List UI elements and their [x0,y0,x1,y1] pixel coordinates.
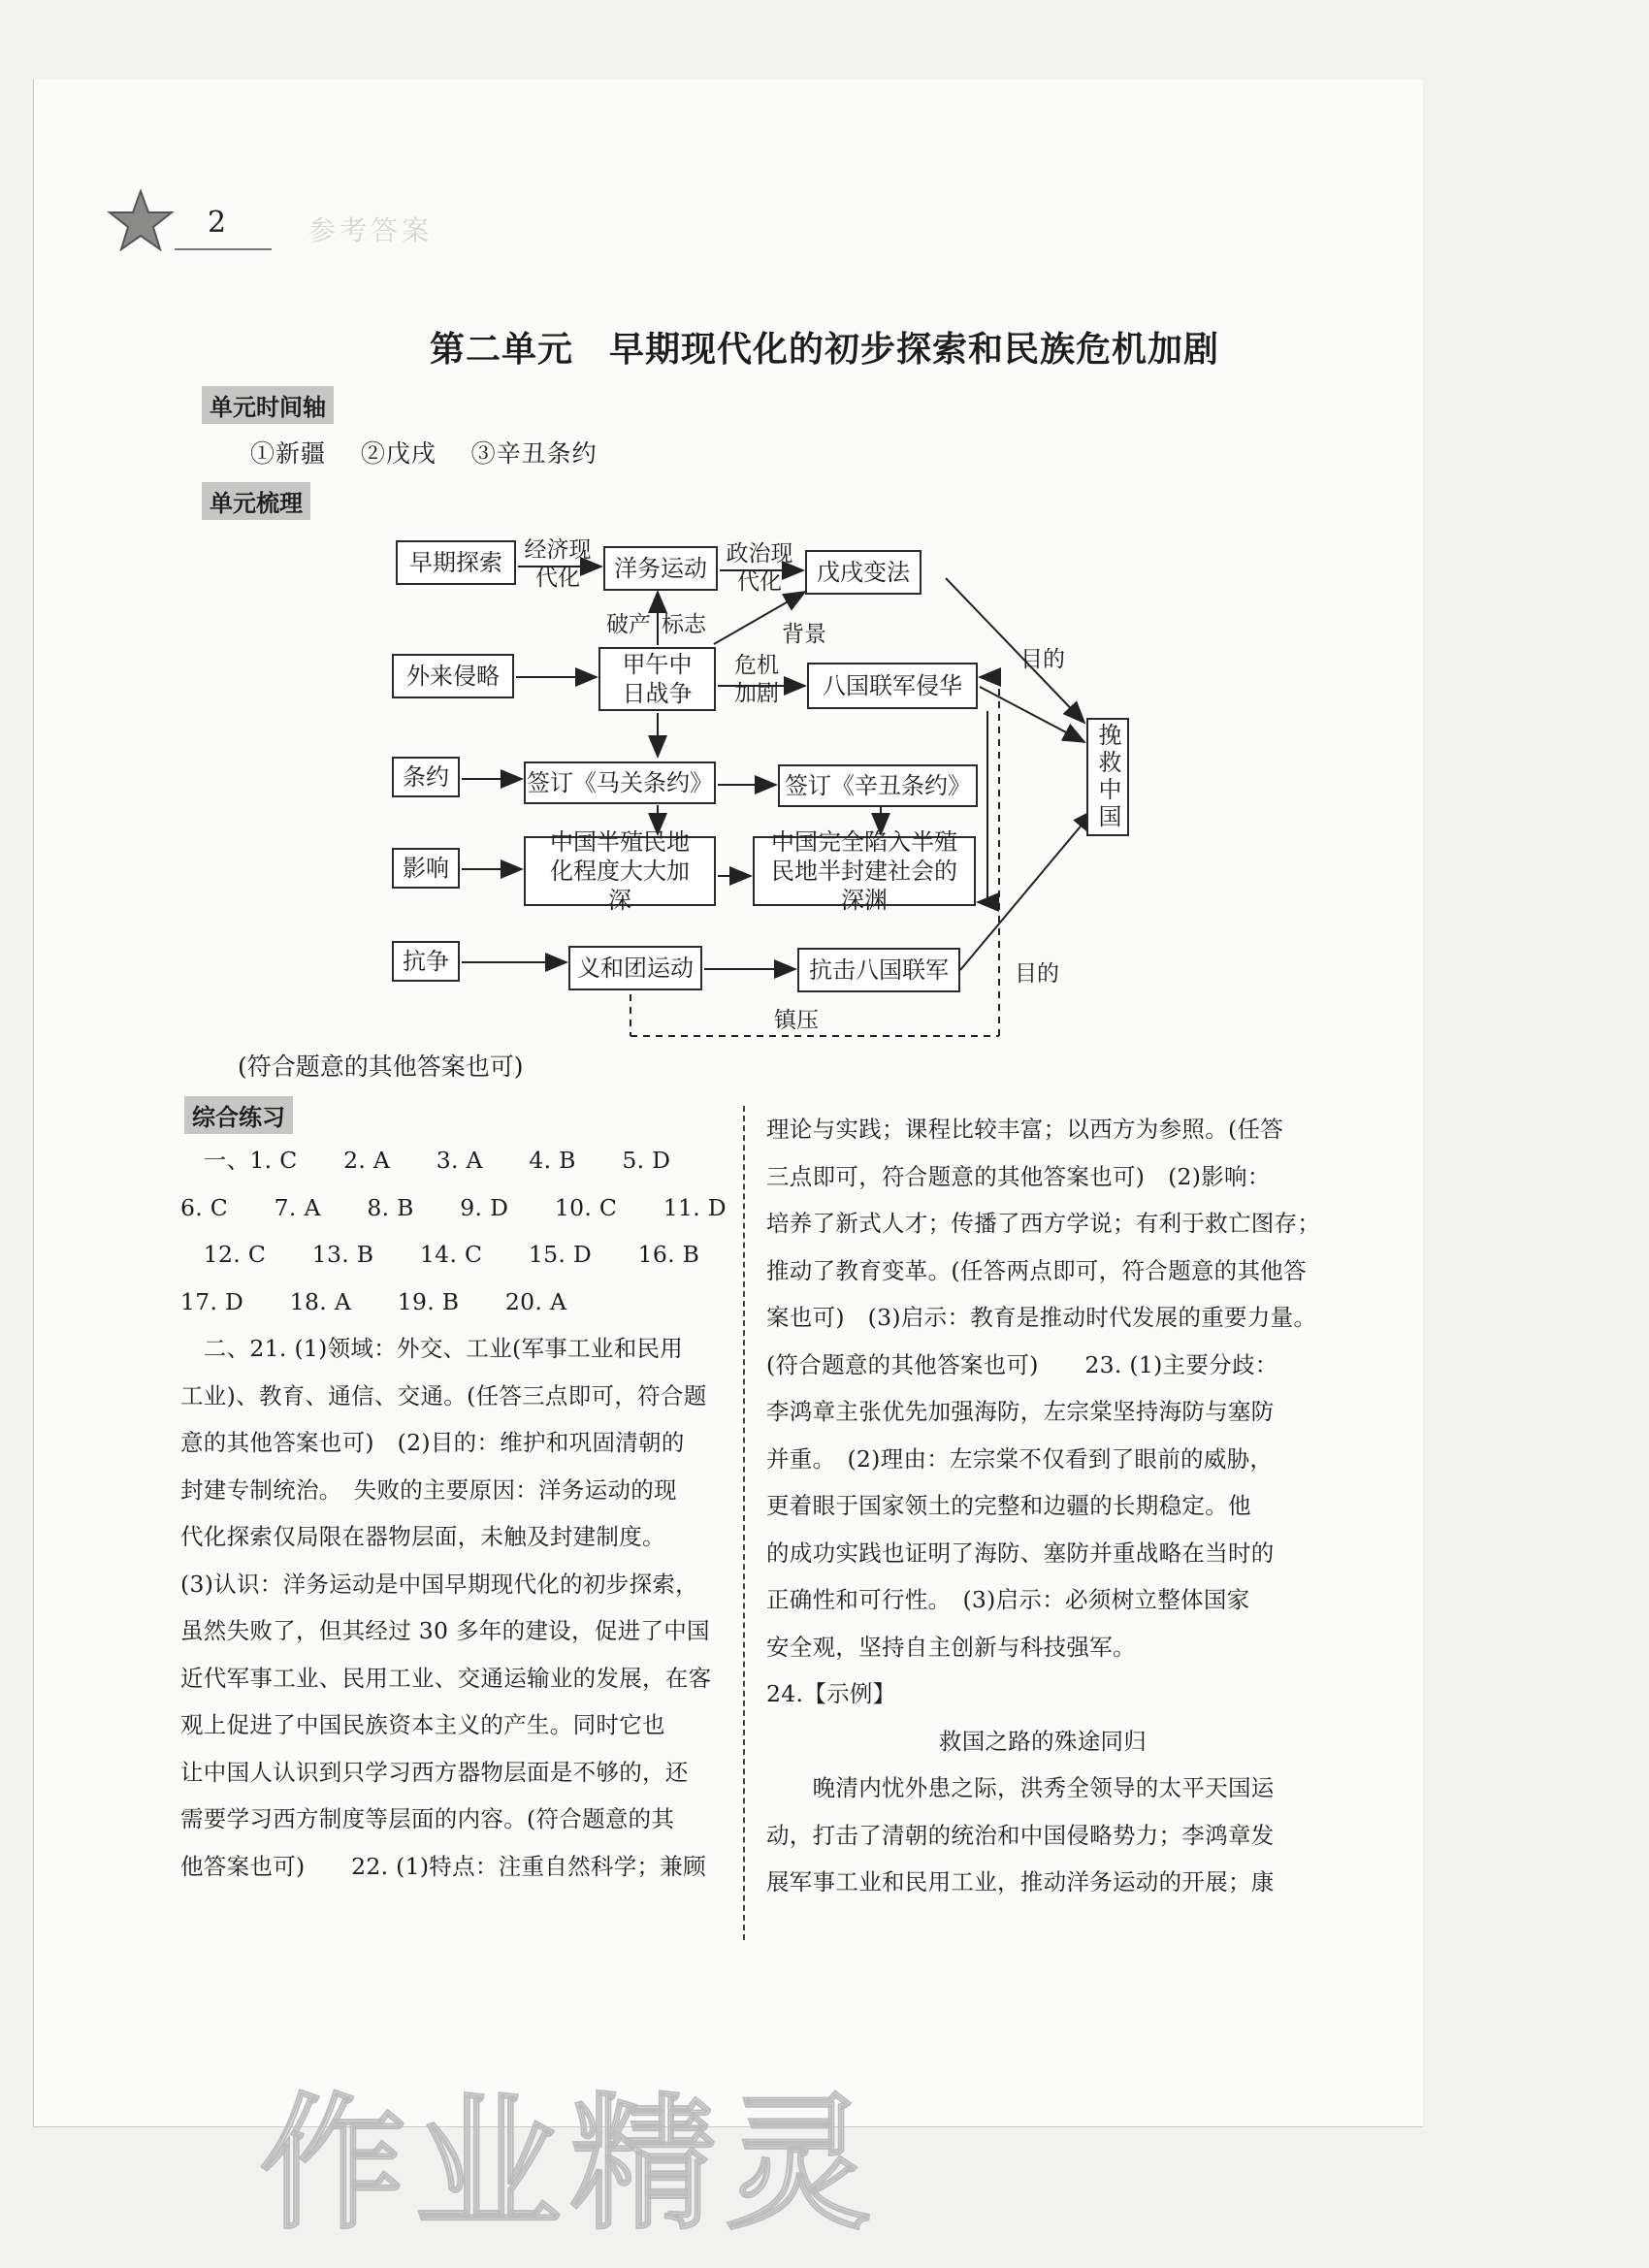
edge-label-purpose-upper: 目的 [1020,647,1065,672]
box-early-exploration: 早期探索 [396,540,516,585]
text-line: 近代军事工业、民用工业、交通运输业的发展，在客 [180,1664,712,1692]
text-line: 案也可) (3)启示：教育是推动时代发展的重要力量。 [766,1304,1317,1331]
box-save-china: 挽救中国 [1086,718,1129,836]
text-line: 需要学习西方制度等层面的内容。(符合题意的其 [180,1805,675,1832]
edge-label-crisis: 危机加剧 [734,653,779,706]
text-line: 12. C 13. B 14. C 15. D 16. B [180,1241,700,1268]
text-line: 他答案也可) 22. (1)特点：注重自然科学；兼顾 [180,1852,706,1880]
edge-label-background: 背景 [782,622,826,647]
text-line: 封建专制统治。 失败的主要原因：洋务运动的现 [180,1475,677,1504]
column-divider [743,1106,745,1940]
essay-title: 救国之路的殊途同归 [938,1727,1148,1755]
text-line: 并重。 (2)理由：左宗棠不仅看到了眼前的威胁， [766,1444,1274,1473]
text-line: 三点即可，符合题意的其他答案也可) (2)影响： [766,1162,1271,1190]
exercise-label: 综合练习 [184,1096,293,1134]
text-line: 让中国人认识到只学习西方器物层面是不够的，还 [180,1758,689,1786]
edge-label-bankrupt: 破产 [606,612,651,637]
box-struggle: 抗争 [392,941,460,982]
header-faint-text: 参考答案 [308,214,434,246]
timeline-item: ②戊戌 [360,439,436,468]
timeline-label: 单元时间轴 [202,386,334,424]
box-eight-nation-invasion: 八国联军侵华 [807,663,978,709]
box-boxer-movement: 义和团运动 [568,946,702,990]
box-shimonoseki-treaty: 签订《马关条约》 [524,761,716,804]
text-line: (3)认识：洋务运动是中国早期现代化的初步探索， [180,1570,698,1598]
text-line: 观上促进了中国民族资本主义的产生。同时它也 [180,1711,665,1738]
diagram-note: (符合题意的其他答案也可) [238,1053,524,1081]
text-line: 虽然失败了，但其经过 30 多年的建设，促进了中国 [180,1617,710,1644]
review-label: 单元梳理 [202,482,310,520]
edge-label-economic: 经济现代化 [524,537,592,591]
box-foreign-invasion: 外来侵略 [392,654,514,698]
edge-label-purpose-lower: 目的 [1015,961,1059,987]
page-title: 第二单元 早期现代化的初步探索和民族危机加剧 [429,330,1219,370]
text-line: 意的其他答案也可) (2)目的：维护和巩固清朝的 [180,1429,685,1456]
page-number: 2 [208,206,227,240]
timeline-item: ①新疆 [250,439,327,468]
box-westernization: 洋务运动 [603,546,718,591]
edge-label-sign: 标志 [662,612,706,637]
right-answer-column [766,1106,1319,1906]
text-line: 推动了教育变革。(任答两点即可，符合题意的其他答 [766,1256,1307,1284]
text-line: 6. C 7. A 8. B 9. D 10. C 11. D [180,1193,727,1221]
edge-label-political: 政治现代化 [726,541,793,595]
text-line: 理论与实践；课程比较丰富；以西方为参照。(任答 [766,1116,1284,1143]
box-impact: 影响 [392,848,460,889]
text-line: 24.【示例】 [766,1680,896,1707]
text-line: 培养了新式人才；传播了西方学说；有利于救亡图存； [766,1210,1321,1237]
watermark-logo: 作业精灵 [260,2081,882,2250]
text-line: 一、1. C 2. A 3. A 4. B 5. D [180,1147,671,1174]
box-sino-japanese-war: 甲午中日战争 [598,647,716,711]
text-line: (符合题意的其他答案也可) 23. (1)主要分歧： [766,1350,1278,1378]
left-answer-column [180,1137,727,1890]
box-treaty: 条约 [392,757,460,797]
text-line: 动，打击了清朝的统治和中国侵略势力；李鸿章发 [766,1821,1275,1849]
box-resist-allied: 抗击八国联军 [797,948,960,992]
text-line: 代化探索仅局限在器物层面，未触及封建制度。 [180,1523,665,1550]
box-semi-colonial-abyss: 中国完全陷入半殖民地半封建社会的深渊 [753,836,976,906]
text-line: 李鸿章主张优先加强海防，左宗棠坚持海防与塞防 [766,1398,1275,1425]
box-semi-colonial-deepen: 中国半殖民地化程度大大加深 [524,836,716,906]
text-line: 更着眼于国家领土的完整和边疆的长期稳定。他 [766,1492,1251,1519]
text-line: 晚清内忧外患之际，洪秀全领导的太平天国运 [766,1774,1275,1801]
box-reform-1898: 戊戌变法 [805,550,922,595]
box-boxer-protocol: 签订《辛丑条约》 [778,764,978,807]
text-line: 正确性和可行性。 (3)启示：必须树立整体国家 [766,1586,1250,1613]
timeline-item: ③辛丑条约 [470,439,598,468]
text-line: 展军事工业和民用工业，推动洋务运动的开展；康 [766,1868,1275,1895]
text-line: 安全观，坚持自主创新与科技强军。 [766,1633,1136,1661]
text-line: 工业)、教育、通信、交通。(任答三点即可，符合题 [180,1381,707,1409]
edge-label-suppress: 镇压 [774,1008,819,1033]
text-line: 二、21. (1)领域：外交、工业(军事工业和民用 [180,1335,684,1362]
text-line: 17. D 18. A 19. B 20. A [180,1287,567,1315]
text-line: 的成功实践也证明了海防、塞防并重战略在当时的 [766,1539,1275,1567]
